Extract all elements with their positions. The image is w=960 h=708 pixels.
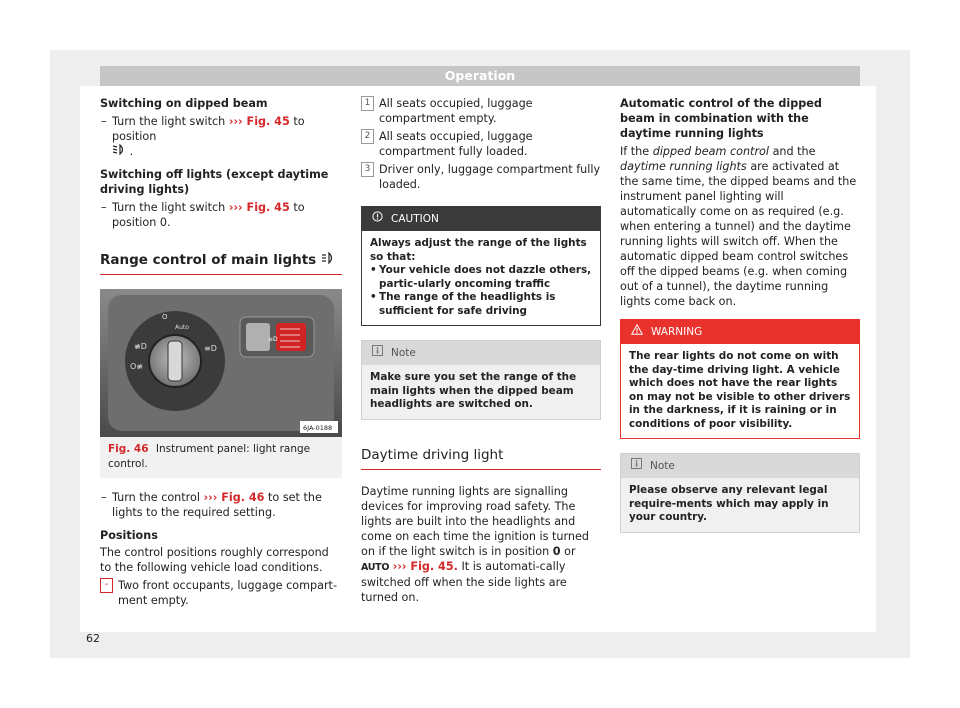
caution-body: Always adjust the range of the lights so that: • Your vehicle does not dazzle others, partic-ularly oncoming traffic • The range of the headlights is sufficient for safe driving xyxy=(370,237,592,317)
note-box xyxy=(620,453,860,533)
instrument-panel-image xyxy=(100,289,342,437)
page-number: 62 xyxy=(86,632,100,645)
caution-header: CAUTION xyxy=(362,207,600,231)
column-right xyxy=(620,96,860,533)
list-item: 3 Driver only, luggage compartment fully loaded. xyxy=(361,162,601,192)
warning-box xyxy=(620,319,860,439)
list-item: - Two front occupants, luggage compart-ment empty. xyxy=(100,578,342,608)
warning-header: WARNING xyxy=(621,320,859,344)
list-item: 1 All seats occupied, luggage compartment empty. xyxy=(361,96,601,126)
section-title-daytime: Daytime driving light xyxy=(361,448,601,470)
note-box xyxy=(361,340,601,420)
bullet-item: • Your vehicle does not dazzle others, partic-ularly oncoming traffic xyxy=(370,264,592,290)
heading-switch-on: Switching on dipped beam xyxy=(100,97,268,110)
heading-switch-off: Switching off lights (except daytime driving lights) xyxy=(100,168,329,196)
dipped-beam-icon xyxy=(112,145,130,158)
warning-body: The rear lights do not come on with the day-time driving light. A vehicle which does not have the rear lights on may not be visible to other drivers in the darkness, if it is raining or in conditions of poor visibility. xyxy=(629,350,851,430)
daytime-text: Daytime running lights are signalling devices for improving road safety. The lights are built into the headlights and come on each time the ignition is turned on if the light switch is in position 0 or AUTO ››› Fig. 45. It is automati-cally switched off when the side lights are turned on. xyxy=(361,484,589,604)
warning-triangle-icon xyxy=(631,324,643,340)
heading-automatic-control: Automatic control of the dipped beam in combination with the daytime running lights xyxy=(620,97,822,140)
svg-text:O: O xyxy=(162,313,168,321)
automatic-control-text: If the dipped beam control and the daytime running lights are activated at the same time, the dipped beams and the instrument panel lighting will automatically come on as required (e.g. when entering a tunnel) and the daytime running lights will switch off. When the automatic dipped beam control switches off the dipped beams (e.g. when coming out of a tunnel), the daytime running lights come back on. xyxy=(620,145,857,308)
step-control: – Turn the control ››› Fig. 46 to set the lights to the required setting. xyxy=(101,491,322,519)
fig-45-link[interactable]: ››› Fig. 45 xyxy=(228,201,290,214)
figure-46 xyxy=(100,289,342,478)
positions-text: The control positions roughly correspond to the following vehicle load conditions. xyxy=(100,546,329,574)
step-switch-off: – Turn the light switch ››› Fig. 45 to position 0. xyxy=(101,201,305,229)
caution-icon xyxy=(372,211,383,227)
step-switch-on: – Turn the light switch ››› Fig. 45 to position . xyxy=(101,115,305,158)
section-title-range-control: Range control of main lights xyxy=(100,252,342,275)
svg-text:≡D: ≡D xyxy=(268,336,278,343)
bullet-item: • The range of the headlights is sufficient for safe driving xyxy=(370,291,556,317)
fig-45-link[interactable]: ››› Fig. 45 xyxy=(228,115,290,128)
note-body: Please observe any relevant legal require-ments which may apply in your country. xyxy=(621,478,859,532)
positions-heading: Positions xyxy=(100,529,158,542)
figure-caption: Fig. 46 Instrument panel: light range control. xyxy=(108,443,311,470)
svg-text:≡D: ≡D xyxy=(204,344,217,353)
svg-text:Auto: Auto xyxy=(175,324,189,331)
note-header: Note xyxy=(362,341,600,365)
fig-46-link[interactable]: ››› Fig. 46 xyxy=(203,491,265,504)
caution-box xyxy=(361,206,601,326)
position-marker: - xyxy=(100,578,113,593)
info-icon xyxy=(631,458,642,474)
step-dash: – xyxy=(101,115,107,128)
svg-text:O≢: O≢ xyxy=(130,362,143,371)
auto-label: AUTO xyxy=(361,561,390,573)
info-icon xyxy=(372,345,383,361)
svg-text:≢D: ≢D xyxy=(134,342,147,351)
fig-45-link[interactable]: ››› Fig. 45. xyxy=(392,559,458,573)
chapter-header: Operation xyxy=(100,66,860,86)
note-header: Note xyxy=(621,454,859,478)
list-item: 2 All seats occupied, luggage compartment fully loaded. xyxy=(361,129,601,159)
note-body: Make sure you set the range of the main lights when the dipped beam headlights are switched on. xyxy=(362,365,600,419)
svg-text:6JA-0188: 6JA-0188 xyxy=(303,424,333,432)
column-middle xyxy=(361,96,601,614)
column-left xyxy=(100,96,342,611)
headlight-range-icon xyxy=(321,252,335,268)
